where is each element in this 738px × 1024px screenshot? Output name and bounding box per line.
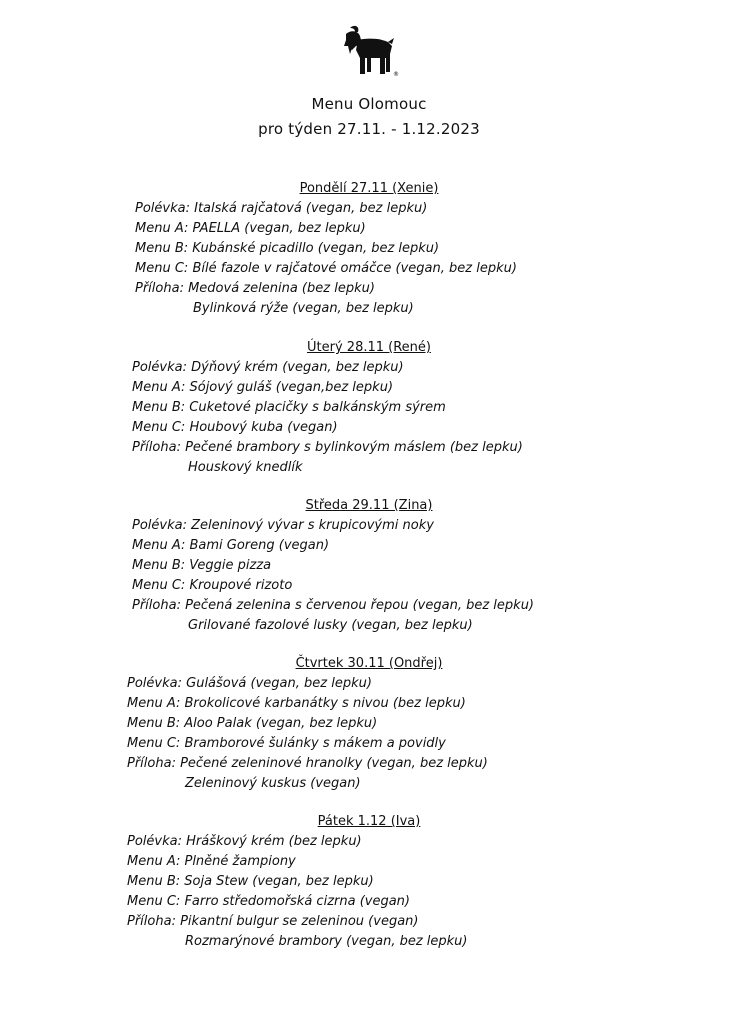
logo <box>340 24 400 80</box>
day-heading: Pondělí 27.11 (Xenie) <box>299 181 439 196</box>
soup-text: Zeleninový vývar s krupicovými noky <box>191 518 434 533</box>
side-row-2: Houskový knedlík <box>188 460 303 475</box>
soup-row <box>132 518 434 533</box>
menu-b-text: Cuketové placičky s balkánským sýrem <box>189 400 446 415</box>
menu-a-text: Bami Goreng (vegan) <box>189 538 330 553</box>
menu-c-row <box>127 894 410 909</box>
menu-b-row <box>127 716 377 731</box>
menu-c-label: Menu C: <box>127 736 181 751</box>
side-row <box>132 598 534 613</box>
side-row-2: Zeleninový kuskus (vegan) <box>185 776 361 791</box>
menu-b-text: Kubánské picadillo (vegan, bez lepku) <box>192 241 440 256</box>
day-heading: Úterý 28.11 (René) <box>307 340 431 355</box>
soup-text: Italská rajčatová (vegan, bez lepku) <box>194 201 428 216</box>
menu-c-label: Menu C: <box>135 261 189 276</box>
menu-a-label: Menu A: <box>127 696 181 711</box>
menu-c-text: Bílé fazole v rajčatové omáčce (vegan, bez lepku) <box>192 261 517 276</box>
side-text: Pečená zelenina s červenou řepou (vegan, bez lepku) <box>185 598 534 613</box>
menu-b-label: Menu B: <box>127 874 181 889</box>
menu-a-text: Sójový guláš (vegan,bez lepku) <box>189 380 394 395</box>
menu-c-row <box>135 261 517 276</box>
menu-a-row <box>132 538 329 553</box>
soup-row <box>132 360 404 375</box>
menu-b-row <box>132 400 446 415</box>
side-text: Pečené brambory s bylinkovým máslem (bez lepku) <box>185 440 523 455</box>
soup-label: Polévka: <box>127 676 182 691</box>
soup-label: Polévka: <box>132 360 187 375</box>
side-label: Příloha: <box>127 756 176 771</box>
side-row <box>127 756 488 771</box>
soup-text: Dýňový krém (vegan, bez lepku) <box>191 360 404 375</box>
menu-a-text: Plněné žampiony <box>184 854 296 869</box>
menu-c-row <box>132 420 338 435</box>
soup-label: Polévka: <box>135 201 190 216</box>
menu-c-label: Menu C: <box>127 894 181 909</box>
menu-b-text: Veggie pizza <box>189 558 272 573</box>
soup-label: Polévka: <box>127 834 182 849</box>
menu-a-row <box>132 380 393 395</box>
menu-b-row <box>127 874 374 889</box>
menu-b-label: Menu B: <box>132 558 186 573</box>
registered-mark: ® <box>393 71 399 78</box>
menu-c-text: Farro středomořská cizrna (vegan) <box>184 894 410 909</box>
side-row <box>127 914 418 929</box>
side-row-2: Bylinková rýže (vegan, bez lepku) <box>193 301 414 316</box>
menu-a-label: Menu A: <box>127 854 181 869</box>
side-text: Medová zelenina (bez lepku) <box>188 281 375 296</box>
menu-title: Menu Olomouc <box>311 95 427 113</box>
menu-c-label: Menu C: <box>132 578 186 593</box>
menu-a-label: Menu A: <box>135 221 189 236</box>
day-heading: Středa 29.11 (Zina) <box>305 498 433 513</box>
side-text: Pečené zeleninové hranolky (vegan, bez lepku) <box>180 756 488 771</box>
side-label: Příloha: <box>132 440 181 455</box>
side-label: Příloha: <box>135 281 184 296</box>
menu-b-label: Menu B: <box>135 241 189 256</box>
menu-c-label: Menu C: <box>132 420 186 435</box>
day-heading: Čtvrtek 30.11 (Ondřej) <box>295 656 443 671</box>
menu-a-label: Menu A: <box>132 538 186 553</box>
day-heading: Pátek 1.12 (Iva) <box>317 814 421 829</box>
soup-text: Gulášová (vegan, bez lepku) <box>186 676 372 691</box>
soup-row <box>127 834 362 849</box>
menu-a-row <box>127 696 466 711</box>
menu-a-row <box>135 221 366 236</box>
menu-b-label: Menu B: <box>132 400 186 415</box>
side-label: Příloha: <box>127 914 176 929</box>
menu-c-text: Bramborové šulánky s mákem a povidly <box>184 736 446 751</box>
menu-c-text: Kroupové rizoto <box>189 578 293 593</box>
side-row-2: Rozmarýnové brambory (vegan, bez lepku) <box>185 934 468 949</box>
soup-label: Polévka: <box>132 518 187 533</box>
menu-b-text: Soja Stew (vegan, bez lepku) <box>184 874 374 889</box>
menu-b-text: Aloo Palak (vegan, bez lepku) <box>184 716 378 731</box>
side-label: Příloha: <box>132 598 181 613</box>
menu-b-row <box>132 558 271 573</box>
menu-a-text: Brokolicové karbanátky s nivou (bez lepku) <box>184 696 466 711</box>
menu-week: pro týden 27.11. - 1.12.2023 <box>258 120 480 138</box>
menu-a-text: PAELLA (vegan, bez lepku) <box>192 221 366 236</box>
menu-c-row <box>132 578 292 593</box>
menu-a-row <box>127 854 296 869</box>
side-row-2: Grilované fazolové lusky (vegan, bez lepku) <box>188 618 473 633</box>
soup-row <box>127 676 372 691</box>
menu-b-row <box>135 241 439 256</box>
side-row <box>135 281 375 296</box>
goat-icon <box>340 24 400 80</box>
menu-b-label: Menu B: <box>127 716 181 731</box>
side-text: Pikantní bulgur se zeleninou (vegan) <box>180 914 419 929</box>
soup-row <box>135 201 427 216</box>
soup-text: Hráškový krém (bez lepku) <box>186 834 362 849</box>
menu-c-text: Houbový kuba (vegan) <box>189 420 338 435</box>
side-row <box>132 440 523 455</box>
menu-a-label: Menu A: <box>132 380 186 395</box>
menu-c-row <box>127 736 446 751</box>
